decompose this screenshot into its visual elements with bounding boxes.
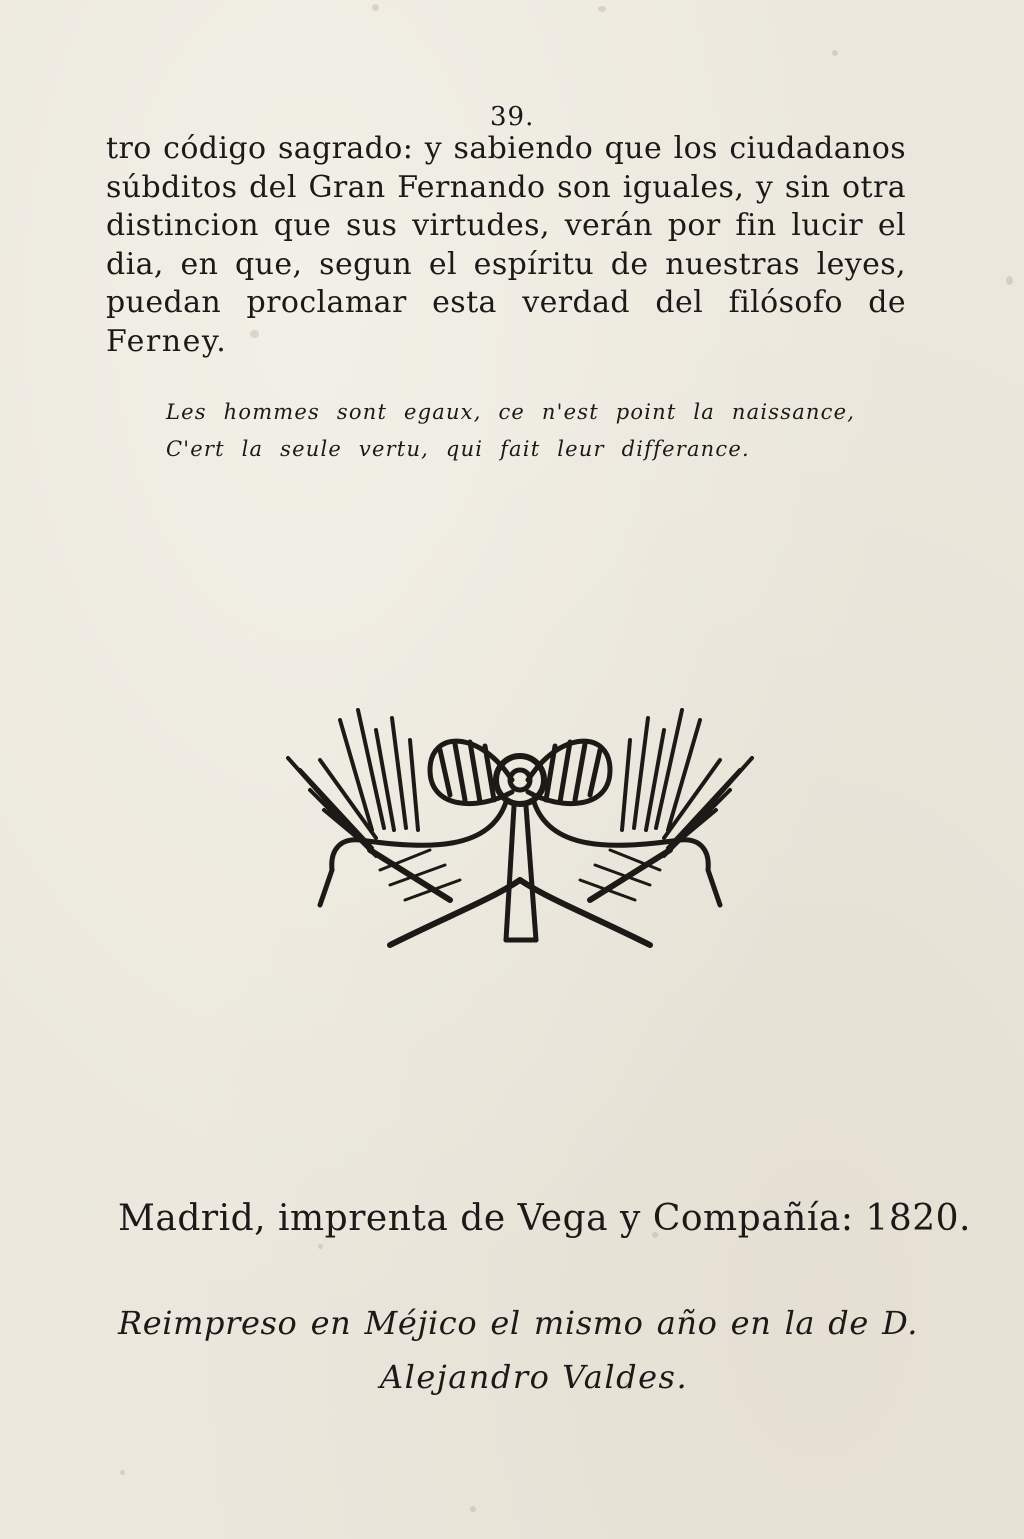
body-line: puedan proclamar esta verdad del filósofo de [106,285,906,320]
reprint-line: Alejandro Valdes. [380,1358,689,1396]
reprint-line: Reimpreso en Méjico el mismo año en la de D. [118,1304,918,1342]
page-number: 39. [490,102,535,132]
body-line: súbditos del Gran Fernando son iguales, y sin otra [106,169,906,205]
verse-line: C'ert la seule vertu, qui fait leur differance. [166,437,750,461]
body-line: distincion que sus virtudes, verán por fin lucir el [106,208,906,243]
paper-speck [318,1244,323,1249]
paper-speck [470,1506,476,1512]
french-verse-quote [166,394,906,468]
reprint-note [118,1296,918,1404]
paper-speck [598,6,606,12]
imprint-line: Madrid, imprenta de Vega y Compañía: 1820. [118,1198,971,1239]
paper-speck [1006,276,1013,285]
body-line: tro código sagrado: y sabiendo que los ciudadanos [106,131,906,166]
body-line: dia, en que, segun el espíritu de nuestras leyes, [106,246,906,282]
paper-speck [120,1470,125,1475]
paper-speck [832,50,838,56]
verse-line: Les hommes sont egaux, ce n'est point la naissance, [166,400,856,424]
body-line: Ferney. [106,323,228,359]
paper-speck [372,4,379,11]
woodcut-ornament-icon [280,700,760,980]
body-paragraph [106,130,906,361]
